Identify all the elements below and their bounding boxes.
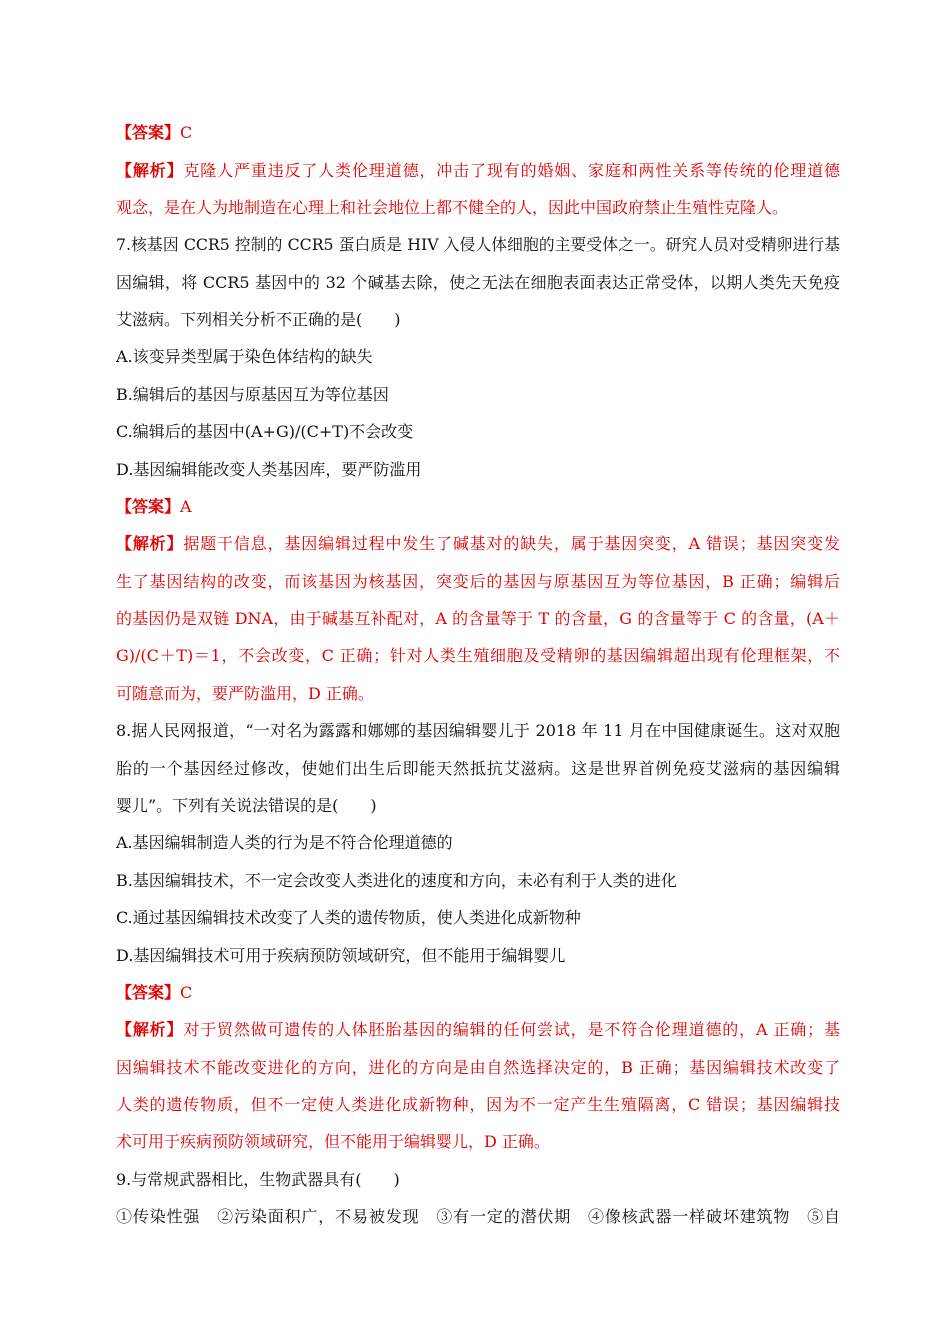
q6-analysis-line-1: 【解析】克隆人严重违反了人类伦理道德，冲击了现有的婚姻、家庭和两性关系等传统的伦理道德 [116, 161, 840, 180]
q7-analysis-line-1: 【解析】据题干信息，基因编辑过程中发生了碱基对的缺失，属于基因突变，A 错误；基因突变发 [116, 534, 840, 553]
q8-option-a: A.基因编辑制造人类的行为是不符合伦理道德的 [116, 833, 453, 852]
q9-stem-line-1: 9.与常规武器相比，生物武器具有( ) [116, 1170, 400, 1189]
q7-stem-line-2: 因编辑，将 CCR5 基因中的 32 个碱基去除，使之无法在细胞表面表达正常受体，以期人类先天免疫 [116, 273, 840, 292]
q8-option-d: D.基因编辑技术可用于疾病预防领域研究，但不能用于编辑婴儿 [116, 946, 566, 965]
answer-value: A [180, 497, 192, 516]
q7-analysis-line-5: 可随意而为，要严防滥用，D 正确。 [116, 684, 374, 703]
q8-stem-line-3: 婴儿”。下列有关说法错误的是( ) [116, 796, 377, 815]
q7-option-c: C.编辑后的基因中(A+G)/(C+T)不会改变 [116, 422, 414, 441]
q7-analysis-line-2: 生了基因结构的改变，而该基因为核基因，突变后的基因与原基因互为等位基因，B 正确；编辑后 [116, 572, 840, 591]
analysis-tag: 【解析】 [116, 1020, 184, 1039]
q6-analysis-line-2: 观念，是在人为地制造在心理上和社会地位上都不健全的人，因此中国政府禁止生殖性克隆人。 [116, 198, 789, 217]
q8-option-b: B.基因编辑技术，不一定会改变人类进化的速度和方向，未必有利于人类的进化 [116, 871, 677, 890]
answer-tag: 【答案】 [116, 983, 181, 1002]
analysis-tag: 【解析】 [116, 161, 184, 180]
q7-analysis-line-4: G)/(C＋T)＝1，不会改变，C 正确；针对人类生殖细胞及受精卵的基因编辑超出现有伦理框架，不 [116, 646, 840, 665]
q6-answer [116, 123, 840, 143]
answer-value: C [180, 123, 193, 142]
q9-stem-line-2: ①传染性强 ②污染面积广，不易被发现 ③有一定的潜伏期 ④像核武器一样破坏建筑物 ⑤自 [116, 1207, 840, 1226]
q7-option-d: D.基因编辑能改变人类基因库，要严防滥用 [116, 460, 422, 479]
q8-answer [116, 983, 840, 1003]
answer-value: C [180, 983, 193, 1002]
q8-analysis-line-1: 【解析】对于贸然做可遗传的人体胚胎基因的编辑的任何尝试，是不符合伦理道德的，A 正确；基 [116, 1020, 840, 1039]
q7-stem-line-3: 艾滋病。下列相关分析不正确的是( ) [116, 310, 401, 329]
q8-stem-line-2: 胎的一个基因经过修改，使她们出生后即能天然抵抗艾滋病。这是世界首例免疫艾滋病的基因编辑 [116, 759, 840, 778]
q7-option-a: A.该变异类型属于染色体结构的缺失 [116, 347, 373, 366]
q8-analysis-line-3: 人类的遗传物质，但不一定使人类进化成新物种，因为不一定产生生殖隔离，C 错误；基因编辑技 [116, 1095, 840, 1114]
answer-tag: 【答案】 [116, 123, 181, 142]
q8-stem-line-1: 8.据人民网报道，“一对名为露露和娜娜的基因编辑婴儿于 2018 年 11 月在中国健康诞生。这对双胞 [116, 721, 840, 740]
q7-analysis-line-3: 的基因仍是双链 DNA，由于碱基互补配对，A 的含量等于 T 的含量，G 的含量等于 C 的含量，(A＋ [116, 609, 840, 628]
answer-tag: 【答案】 [116, 497, 181, 516]
q8-analysis-line-4: 术可用于疾病预防领域研究，但不能用于编辑婴儿，D 正确。 [116, 1132, 550, 1151]
q8-option-c: C.通过基因编辑技术改变了人类的遗传物质，使人类进化成新物种 [116, 908, 581, 927]
q8-analysis-line-2: 因编辑技术不能改变进化的方向，进化的方向是由自然选择决定的，B 正确；基因编辑技术改变了 [116, 1058, 840, 1077]
q7-stem-line-1: 7.核基因 CCR5 控制的 CCR5 蛋白质是 HIV 入侵人体细胞的主要受体之一。研究人员对受精卵进行基 [116, 235, 840, 254]
analysis-tag: 【解析】 [116, 534, 184, 553]
q7-answer [116, 497, 840, 517]
q7-option-b: B.编辑后的基因与原基因互为等位基因 [116, 385, 389, 404]
